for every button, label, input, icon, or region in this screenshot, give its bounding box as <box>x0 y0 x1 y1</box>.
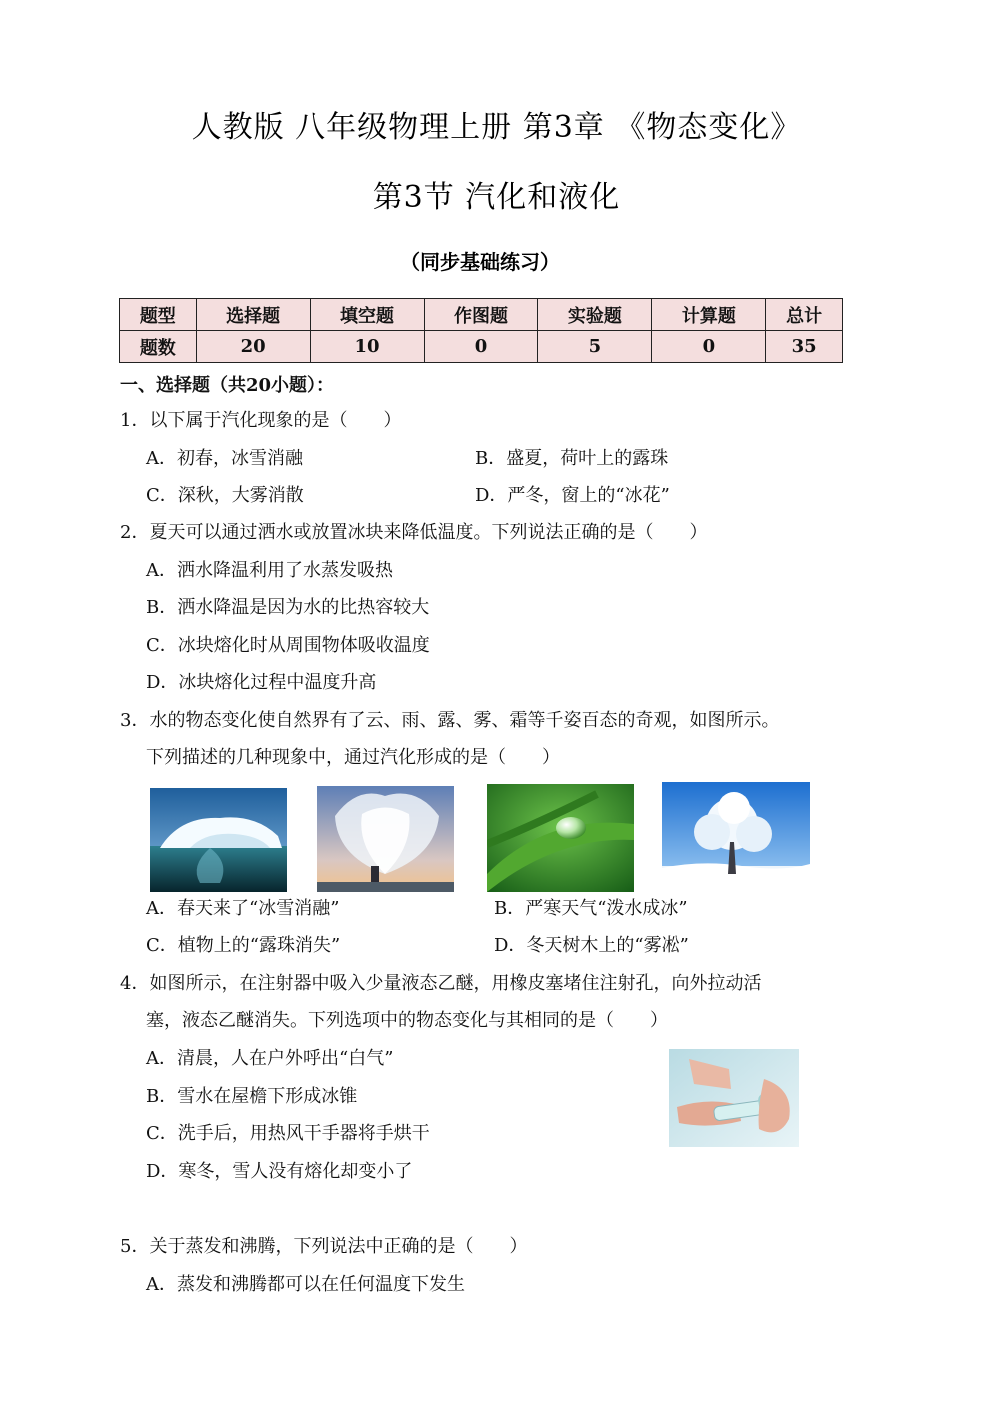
question-4-option-d: D．寒冬，雪人没有熔化却变小了 <box>146 1161 413 1182</box>
question-2-option-a: A．洒水降温利用了水蒸发吸热 <box>146 560 393 581</box>
water-to-ice-image <box>317 786 454 892</box>
question-3-option-a: A．春天来了“冰雪消融” <box>146 898 340 919</box>
question-2-option-d: D．冰块熔化过程中温度升高 <box>146 672 377 693</box>
table-cell: 选择题 <box>196 299 310 331</box>
table-row <box>120 331 843 363</box>
question-4-option-b: B．雪水在屋檐下形成冰锥 <box>146 1086 358 1107</box>
table-cell: 实验题 <box>538 299 652 331</box>
table-cell: 0 <box>424 331 538 363</box>
syringe-hand-image <box>669 1049 799 1147</box>
table-cell: 35 <box>766 331 843 363</box>
question-2-option-c: C．冰块熔化时从周围物体吸收温度 <box>146 635 430 656</box>
table-cell: 5 <box>538 331 652 363</box>
question-5-option-a: A．蒸发和沸腾都可以在任何温度下发生 <box>146 1274 465 1295</box>
question-3-option-c: C．植物上的“露珠消失” <box>146 935 341 956</box>
question-5-stem: 5．关于蒸发和沸腾，下列说法中正确的是（ ） <box>120 1236 528 1257</box>
dewdrop-leaf-image <box>487 784 634 892</box>
question-1-option-b: B．盛夏，荷叶上的露珠 <box>475 448 669 469</box>
document-title: 人教版 八年级物理上册 第3章 《物态变化》 <box>191 110 802 145</box>
table-cell: 计算题 <box>652 299 766 331</box>
question-2-stem: 2．夏天可以通过洒水或放置冰块来降低温度。下列说法正确的是（ ） <box>120 522 708 543</box>
table-cell: 题数 <box>120 331 197 363</box>
question-4-option-a: A．清晨，人在户外呼出“白气” <box>146 1048 394 1069</box>
table-cell: 作图题 <box>424 299 538 331</box>
question-1-stem: 1．以下属于汽化现象的是（ ） <box>120 410 402 431</box>
section-title: 第3节 汽化和液化 <box>372 180 621 215</box>
question-1-option-a: A．初春，冰雪消融 <box>146 448 303 469</box>
question-3-stem: 3．水的物态变化使自然界有了云、雨、露、雾、霜等千姿百态的奇观，如图所示。 <box>120 710 780 731</box>
table-cell: 总计 <box>766 299 843 331</box>
question-3-stem-continued: 下列描述的几种现象中，通过汽化形成的是（ ） <box>146 747 560 768</box>
question-4-stem: 4．如图所示，在注射器中吸入少量液态乙醚，用橡皮塞堵住注射孔，向外拉动活 <box>120 973 762 994</box>
question-3-option-b: B．严寒天气“泼水成冰” <box>494 898 688 919</box>
question-3-option-d: D．冬天树木上的“雾凇” <box>494 935 689 956</box>
rime-tree-image <box>662 782 810 894</box>
ice-melting-image <box>150 788 287 892</box>
table-cell: 填空题 <box>310 299 424 331</box>
question-4-stem-continued: 塞，液态乙醚消失。下列选项中的物态变化与其相同的是（ ） <box>146 1010 668 1031</box>
section-heading: 一、选择题（共20小题）： <box>120 375 335 396</box>
table-cell: 20 <box>196 331 310 363</box>
question-1-option-d: D．严冬，窗上的“冰花” <box>475 485 670 506</box>
table-header-row <box>120 299 843 331</box>
table-cell: 10 <box>310 331 424 363</box>
question-2-option-b: B．洒水降温是因为水的比热容较大 <box>146 597 430 618</box>
question-1-option-c: C．深秋，大雾消散 <box>146 485 304 506</box>
question-summary-table <box>119 298 843 363</box>
question-4-option-c: C．洗手后，用热风干手器将手烘干 <box>146 1123 430 1144</box>
document-subtitle: （同步基础练习） <box>400 250 560 274</box>
table-cell: 题型 <box>120 299 197 331</box>
table-cell: 0 <box>652 331 766 363</box>
